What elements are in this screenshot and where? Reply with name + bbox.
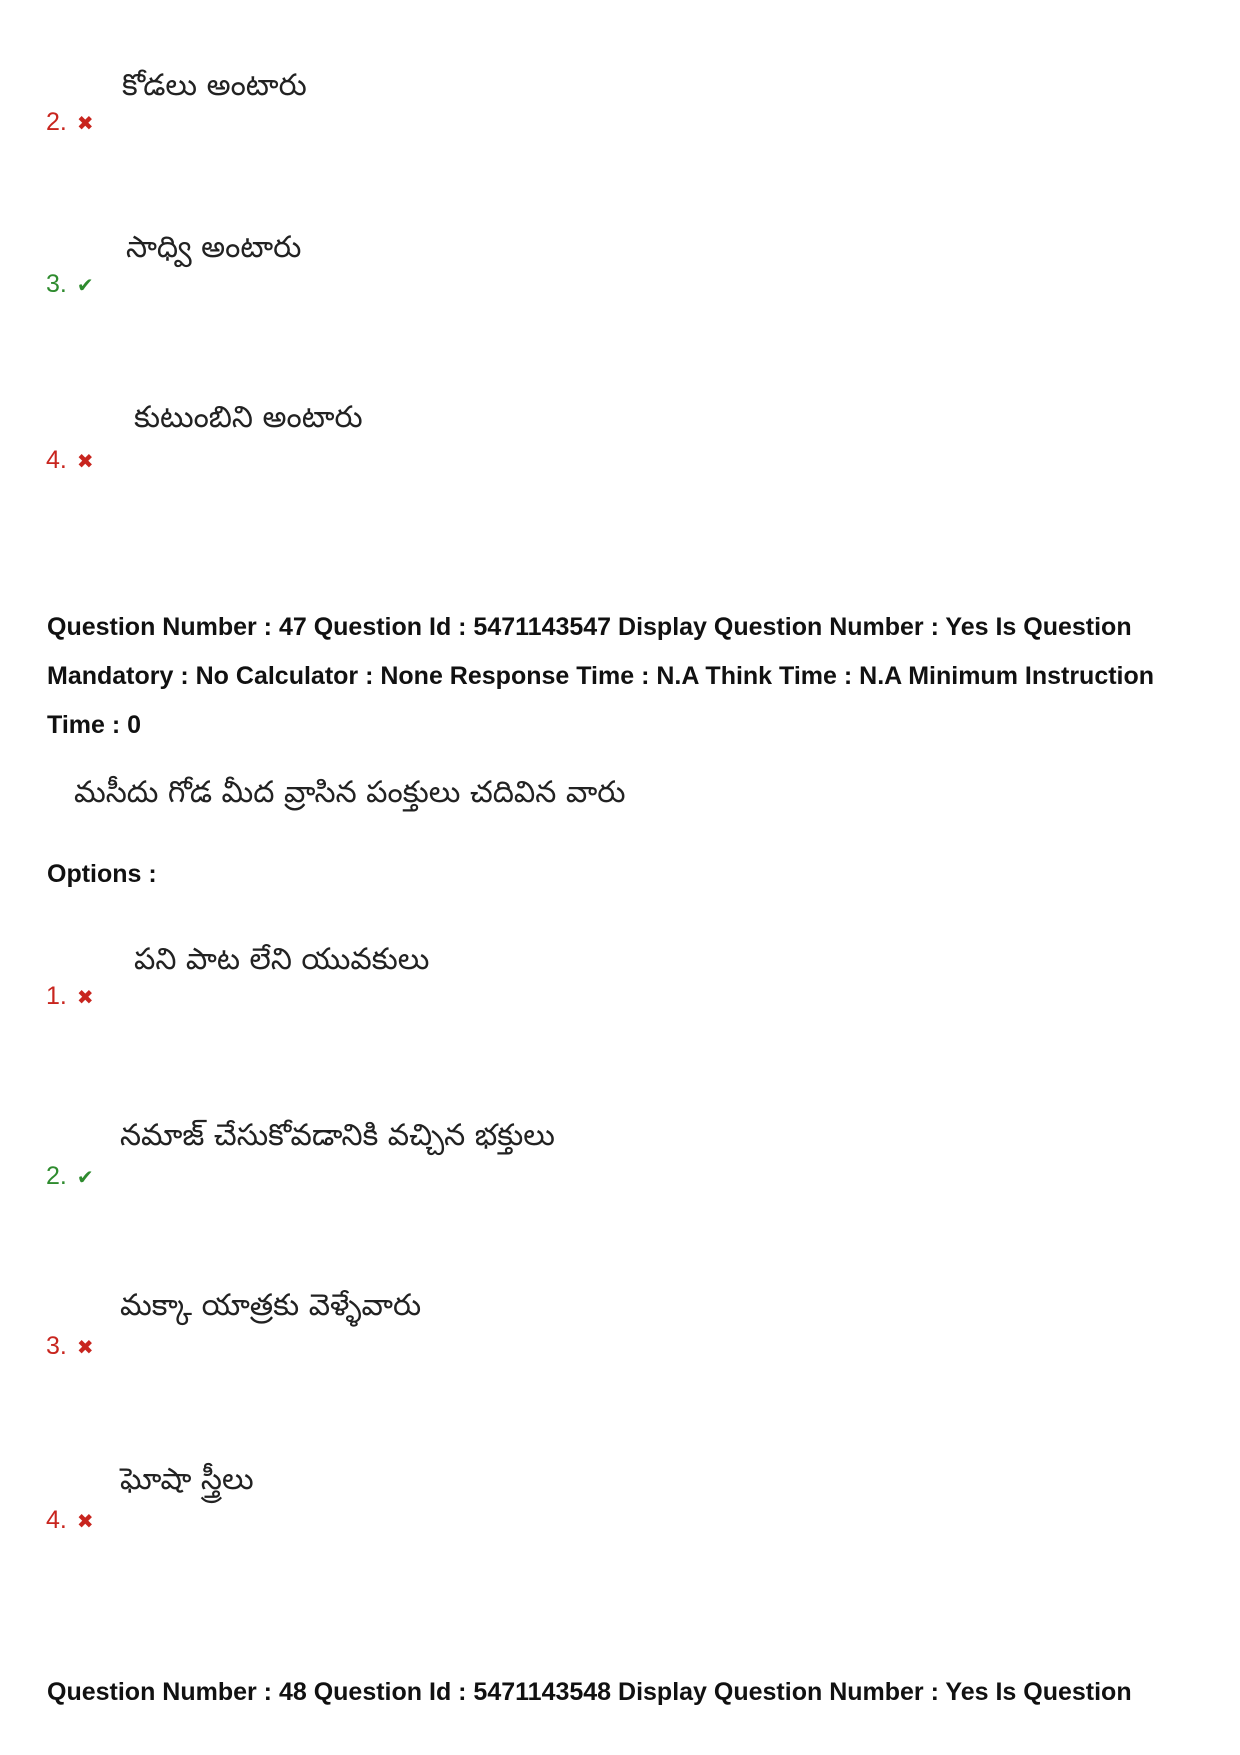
- option-number: 4. ✖: [46, 1506, 94, 1534]
- option-text: ఘోషా స్త్రీలు: [120, 1462, 254, 1497]
- option-number: 1. ✖: [46, 982, 94, 1010]
- option-number: 2. ✔: [46, 1162, 94, 1190]
- option-number: 4. ✖: [46, 446, 94, 474]
- question-text: మసీదు గోడ మీద వ్రాసిన పంక్తులు చదివిన వారు: [74, 775, 626, 810]
- option-number: 3. ✔: [46, 270, 94, 298]
- option-text: మక్కా యాత్రకు వెళ్ళేవారు: [120, 1288, 422, 1323]
- cross-icon: ✖: [76, 451, 94, 473]
- check-icon: ✔: [76, 275, 94, 297]
- option-text: నమాజ్ చేసుకోవడానికి వచ్చిన భక్తులు: [120, 1118, 555, 1153]
- cross-icon: ✖: [76, 1511, 94, 1533]
- question-meta: Question Number : 48 Question Id : 5471143548 Display Question Number : Yes Is Question: [47, 1678, 1132, 1706]
- question-meta: Question Number : 47 Question Id : 5471143547 Display Question Number : Yes Is Question Mandatory : No Calculator : None Response Time : N.A Think Time : N.A Minimum Instruction Time : 0: [47, 613, 1155, 739]
- cross-icon: ✖: [76, 987, 94, 1009]
- check-icon: ✔: [76, 1167, 94, 1189]
- option-text: సాధ్వి అంటారు: [126, 230, 302, 265]
- cross-icon: ✖: [76, 1337, 94, 1359]
- option-text: పని పాట లేని యువకులు: [134, 942, 430, 977]
- option-text: కుటుంబిని అంటారు: [134, 400, 363, 435]
- option-number: 2. ✖: [46, 108, 94, 136]
- cross-icon: ✖: [76, 113, 94, 135]
- options-label: Options :: [47, 860, 157, 888]
- option-number: 3. ✖: [46, 1332, 94, 1360]
- option-text: కోడలు అంటారు: [122, 68, 307, 103]
